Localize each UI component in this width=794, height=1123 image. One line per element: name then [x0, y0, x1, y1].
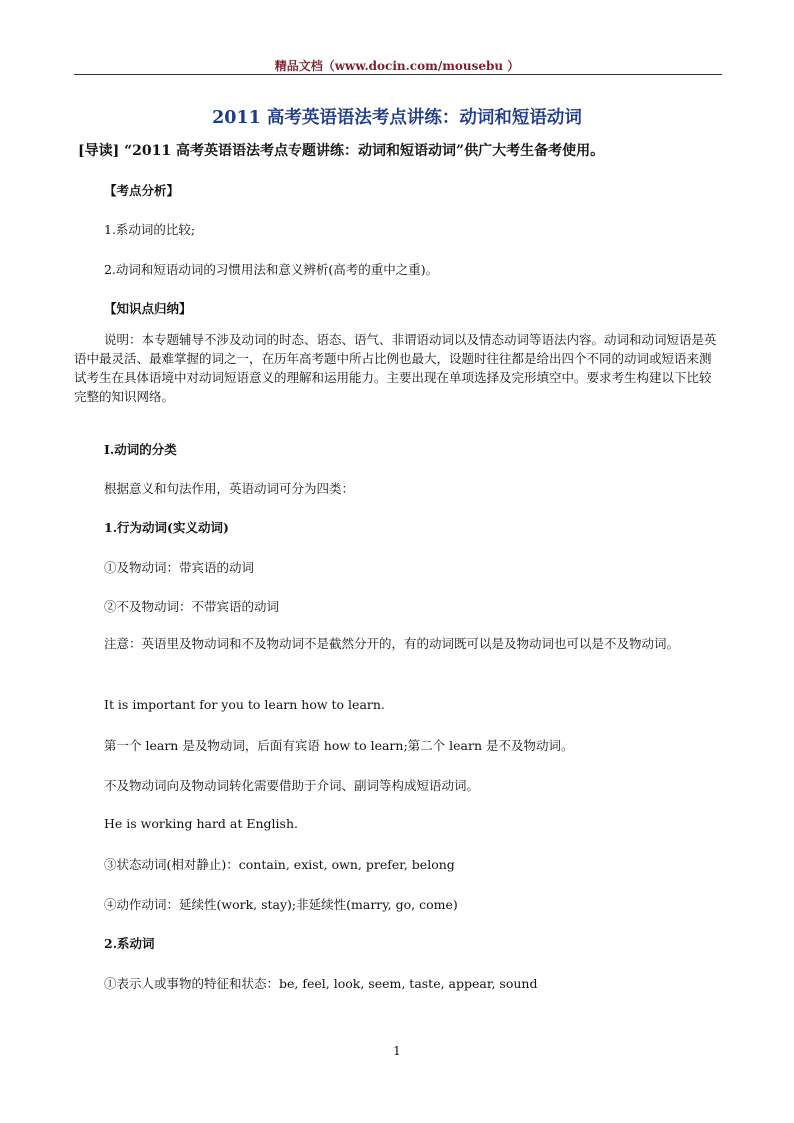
intro-paragraph: 说明：本专题辅导不涉及动词的时态、语态、语气、非谓语动词以及情态动词等语法内容。动词和动词短语是英语中最灵活、最难掌握的词之一，在历年高考题中所占比例也最大，设题时往往都是给出四个不同的动词或短语来测试考生在具体语境中对动词短语意义的理解和运用能力。主要出现在单项选择及完形填空中。要求考生构建以下比较完整的知识网络。	[74, 332, 717, 404]
transitive-verbs: ①及物动词：带宾语的动词	[104, 560, 255, 575]
heading-action-verbs: 1.行为动词(实义动词)	[104, 520, 229, 535]
section-analysis-heading: 【考点分析】	[104, 183, 180, 198]
page-number: 1	[393, 1044, 401, 1058]
heading-linking-verbs: 2.系动词	[104, 936, 155, 951]
intransitive-verbs: ②不及物动词：不带宾语的动词	[104, 599, 280, 614]
stative-verbs: ③状态动词(相对静止)：contain, exist, own, prefer, belong	[104, 857, 455, 872]
dynamic-verbs: ④动作动词：延续性(work, stay);非延续性(marry, go, come)	[104, 897, 458, 912]
lead-paragraph: [导读] “2011 高考英语语法考点专题讲练：动词和短语动词”供广大考生备考使用。	[78, 143, 605, 159]
heading-classification: I.动词的分类	[104, 442, 177, 457]
document-title: 2011 高考英语语法考点讲练：动词和短语动词	[212, 108, 582, 128]
note-paragraph: 注意：英语里及物动词和不及物动词不是截然分开的，有的动词既可以是及物动词也可以是不及物动词。	[104, 636, 680, 651]
header-rule	[74, 74, 722, 75]
analysis-point-2: 2.动词和短语动词的习惯用法和意义辨析(高考的重中之重)。	[104, 262, 439, 277]
conversion-note: 不及物动词向及物动词转化需要借助于介词、副词等构成短语动词。	[104, 778, 480, 793]
example-2: He is working hard at English.	[104, 816, 298, 831]
classification-text: 根据意义和句法作用，英语动词可分为四类：	[104, 481, 355, 496]
header-title: 精品文档（www.docin.com/mousebu ）	[274, 59, 520, 73]
example-1: It is important for you to learn how to learn.	[104, 697, 385, 712]
example-1-note: 第一个 learn 是及物动词，后面有宾语 how to learn;第二个 learn 是不及物动词。	[104, 738, 574, 753]
linking-verbs-1: ①表示人或事物的特征和状态：be, feel, look, seem, taste, appear, sound	[104, 976, 538, 991]
analysis-point-1: 1.系动词的比较;	[104, 222, 196, 237]
section-summary-heading: 【知识点归纳】	[104, 301, 192, 316]
